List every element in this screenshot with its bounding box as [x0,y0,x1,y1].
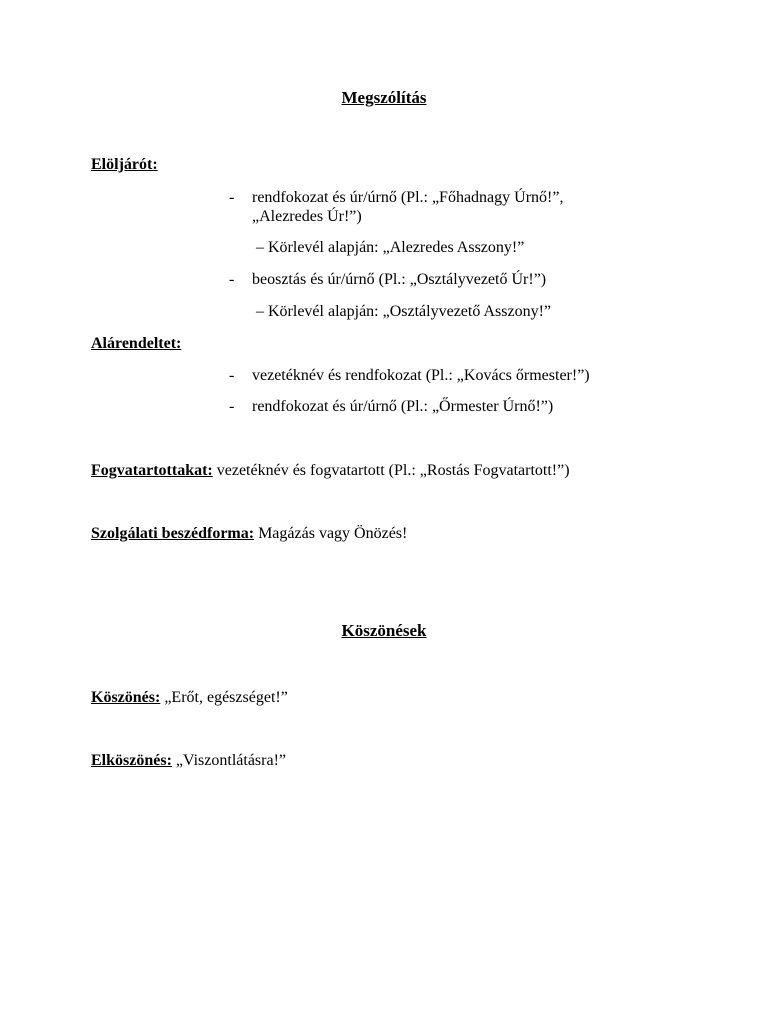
label-eloljarot [91,155,158,175]
szolgalati-text: Magázás vagy Önözés! [254,525,408,542]
sub-note: – Körlevél alapján: „Osztályvezető Asszony!” [256,303,551,320]
paragraph-elkoszones [91,751,286,771]
koszones-label: Köszönés: [91,689,161,706]
list-item-line: rendfokozat és úr/úrnő (Pl.: „Főhadnagy Úrnő!”, [252,189,564,206]
list-item-line: rendfokozat és úr/úrnő (Pl.: „Őrmester Úrnő!”) [252,398,554,415]
szolgalati-label: Szolgálati beszédforma: [91,525,255,542]
bullet-dash: - [229,367,235,384]
bullet-dash: - [229,189,235,206]
paragraph-koszones [91,688,288,708]
list-item-line: beosztás és úr/úrnő (Pl.: „Osztályvezető Úr!”) [252,271,547,288]
label-alarendeltet [91,334,181,354]
list-item-line: „Alezredes Úr!”) [252,208,362,225]
fogvatartottakat-label: Fogvatartottakat: [91,462,213,479]
heading-koszonesek: Köszönések [341,621,427,640]
bullet-dash: - [229,271,235,288]
elkoszones-text: „Viszontlátásra!” [171,752,286,769]
list-item-line: vezetéknév és rendfokozat (Pl.: „Kovács őrmester!”) [252,367,590,384]
paragraph-fogvatartottakat [91,461,570,481]
eloljarot-label: Elöljárót: [91,156,158,173]
fogvatartottakat-text: vezetéknév és fogvatartott (Pl.: „Rostás Fogvatartott!”) [212,462,570,479]
sub-note: – Körlevél alapján: „Alezredes Asszony!” [256,239,525,256]
paragraph-szolgalati [91,524,407,544]
elkoszones-label: Elköszönés: [91,752,172,769]
heading-megszolitas: Megszólítás [341,88,427,107]
bullet-dash: - [229,398,235,415]
alarendeltet-label: Alárendeltet: [91,335,182,352]
koszones-text: „Erőt, egészséget!” [160,689,288,706]
